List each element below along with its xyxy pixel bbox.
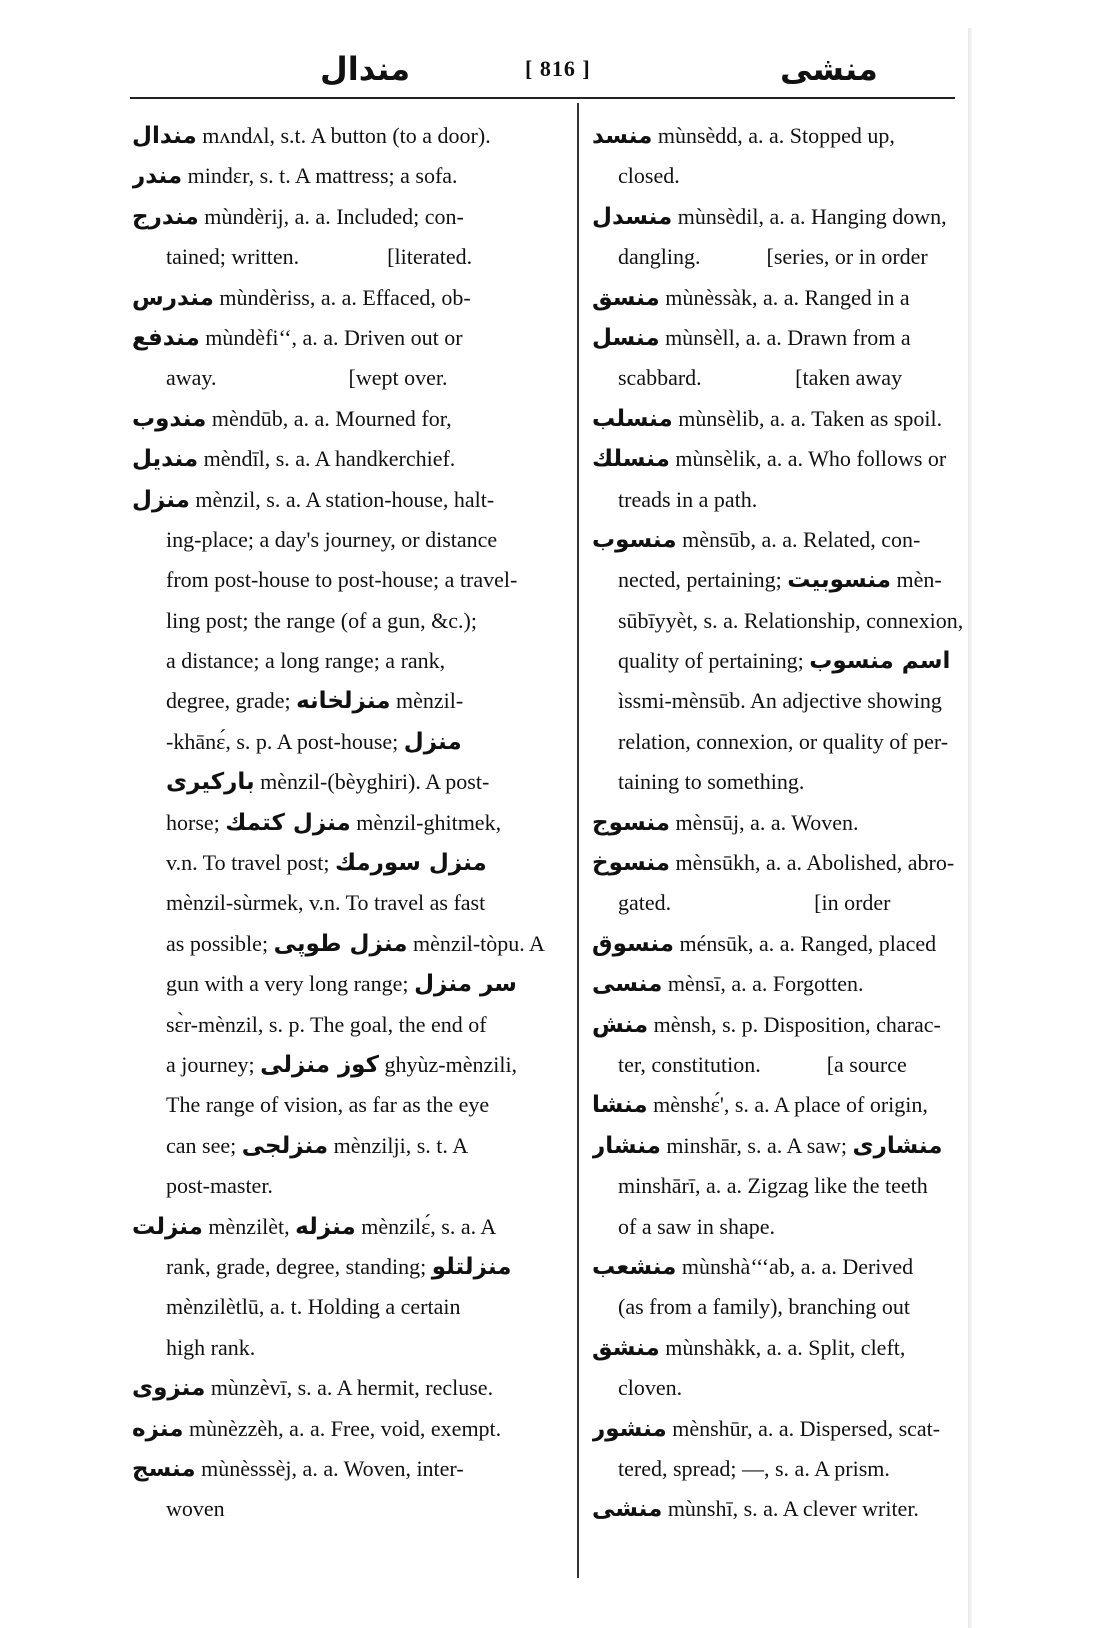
left-column-line: sɛ̀r-mènzil, s. p. The goal, the end of: [166, 1011, 487, 1037]
left-column-line: degree, grade; منزلخانه mènzil-: [166, 688, 464, 715]
right-column-line: منسد mùnsèdd, a. a. Stopped up,: [592, 123, 895, 149]
right-column-line: منسدل mùnsèdil, a. a. Hanging down,: [592, 203, 947, 230]
right-column-line: منسلب mùnsèlib, a. a. Taken as spoil.: [592, 405, 943, 432]
left-column-line: mènzilètlū, a. t. Holding a certain: [166, 1294, 461, 1320]
left-column-line: mènzil-sùrmek, v.n. To travel as fast: [166, 890, 486, 916]
left-column-line: a journey; کوز منزلی ghyùz-mènzili,: [166, 1051, 518, 1078]
right-column-line: منشی mùnshī, s. a. A clever writer.: [592, 1496, 919, 1523]
left-column-line: منسج mùnèsssèj, a. a. Woven, inter-: [132, 1455, 464, 1482]
left-column-line: منديل mèndīl, s. a. A handkerchief.: [132, 446, 456, 473]
left-column: [132, 116, 570, 1530]
right-column-line: منسوق ménsūk, a. a. Ranged, placed: [592, 930, 937, 957]
left-column-line: gun with a very long range; سر منزل: [166, 971, 517, 998]
right-column-line: treads in a path.: [618, 486, 758, 512]
right-column-line: tered, spread; —, s. a. A prism.: [618, 1455, 890, 1481]
right-column-line: منشا mènshɛ́', s. a. A place of origin,: [592, 1092, 928, 1119]
left-column-line: ling post; the range (of a gun, &c.);: [166, 607, 477, 633]
right-column-line: nected, pertaining; منسوبیت mèn-: [618, 567, 942, 594]
left-column-line: مندر mindɛr, s. t. A mattress; a sofa.: [132, 163, 458, 190]
left-column-line: بارکیری mènzil-(bèyghiri). A post-: [166, 769, 490, 796]
right-column-line: منشعب mùnshà‘‘‘ab, a. a. Derived: [592, 1253, 914, 1280]
right-column-line: scabbard. [taken away: [618, 365, 903, 391]
right-column-line: منسق mùnèssàk, a. a. Ranged in a: [592, 284, 910, 311]
right-column-line: relation, connexion, or quality of per-: [618, 728, 949, 754]
left-column-line: ing-place; a day's journey, or distance: [166, 526, 498, 552]
right-column-line: منش mènsh, s. p. Disposition, charac-: [592, 1011, 941, 1038]
left-column-line: منزلت mènzilèt, منزله mènzilɛ́, s. a. A: [132, 1213, 497, 1240]
right-column-line: منسوب mènsūb, a. a. Related, con-: [592, 526, 921, 553]
right-column-line: gated. [in order: [618, 890, 891, 916]
right-column-line: منشور mènshūr, a. a. Dispersed, scat-: [592, 1415, 941, 1442]
right-column-line: of a saw in shape.: [618, 1213, 776, 1239]
left-column-line: high rank.: [166, 1334, 256, 1360]
left-column-line: woven: [166, 1496, 225, 1522]
right-column-line: منشق mùnshàkk, a. a. Split, cleft,: [592, 1334, 906, 1361]
right-column-line: cloven.: [618, 1375, 683, 1401]
right-column-line: منشار minshār, s. a. A saw; منشاری: [592, 1132, 943, 1159]
header-headword-left: مندال: [320, 50, 411, 88]
header-rule: [130, 97, 955, 99]
right-column-line: ter, constitution. [a source: [618, 1051, 907, 1077]
left-column-line: rank, grade, degree, standing; منزلتلو: [166, 1253, 512, 1280]
left-column-line: منزه mùnèzzèh, a. a. Free, void, exempt.: [132, 1415, 502, 1442]
left-column-line: from post-house to post-house; a travel-: [166, 567, 518, 593]
page-edge-shadow: [968, 28, 972, 1628]
left-column-line: tained; written. [literated.: [166, 244, 473, 270]
right-column-line: quality of pertaining; اسم منسوب: [618, 648, 951, 675]
left-column-line: -khānɛ́, s. p. A post-house; منزل: [166, 728, 462, 755]
right-column-line: closed.: [618, 163, 680, 189]
left-column-line: horse; منزل کتمك mènzil-ghitmek,: [166, 809, 502, 836]
left-column-line: can see; منزلجی mènzilji, s. t. A: [166, 1132, 469, 1159]
right-column-line: sūbīyyèt, s. a. Relationship, connexion,: [618, 607, 964, 633]
right-column-line: dangling. [series, or in order: [618, 244, 928, 270]
page-header: [130, 50, 955, 94]
header-headword-right: منشی: [780, 50, 878, 88]
right-column-line: منسلك mùnsèlik, a. a. Who follows or: [592, 446, 947, 473]
right-column-line: منسی mènsī, a. a. Forgotten.: [592, 971, 864, 998]
right-column-line: ìssmi-mènsūb. An adjective showing: [618, 688, 942, 714]
left-column-line: مندوب mèndūb, a. a. Mourned for,: [132, 405, 452, 432]
left-column-line: away. [wept over.: [166, 365, 448, 391]
left-column-line: مندرس mùndèriss, a. a. Effaced, ob-: [132, 284, 471, 311]
left-column-line: مندال mʌndʌl, s.t. A button (to a door).: [132, 123, 491, 149]
right-column-line: منسل mùnsèll, a. a. Drawn from a: [592, 324, 911, 351]
right-column-line: منسوخ mènsūkh, a. a. Abolished, abro-: [592, 850, 955, 877]
left-column-line: v.n. To travel post; منزل سورمك: [166, 850, 487, 877]
left-column-line: منزل mènzil, s. a. A station-house, halt-: [132, 486, 495, 513]
column-divider: [577, 103, 579, 1578]
left-column-line: as possible; منزل طوپی mènzil-tòpu. A: [166, 930, 545, 957]
right-column-line: منسوج mènsūj, a. a. Woven.: [592, 809, 859, 836]
left-column-line: مندفع mùndèfi‘‘, a. a. Driven out or: [132, 324, 463, 351]
right-column-line: (as from a family), branching out: [618, 1294, 911, 1320]
left-column-line: منزوی mùnzèvī, s. a. A hermit, recluse.: [132, 1375, 494, 1402]
page-number: [ 816 ]: [525, 56, 591, 81]
left-column-line: a distance; a long range; a rank,: [166, 648, 446, 674]
right-column: [592, 116, 964, 1530]
right-column-line: minshārī, a. a. Zigzag like the teeth: [618, 1173, 928, 1199]
right-column-line: taining to something.: [618, 769, 805, 795]
left-column-line: post-master.: [166, 1173, 273, 1199]
left-column-line: The range of vision, as far as the eye: [166, 1092, 490, 1118]
left-column-line: مندرج mùndèrij, a. a. Included; con-: [132, 203, 464, 230]
